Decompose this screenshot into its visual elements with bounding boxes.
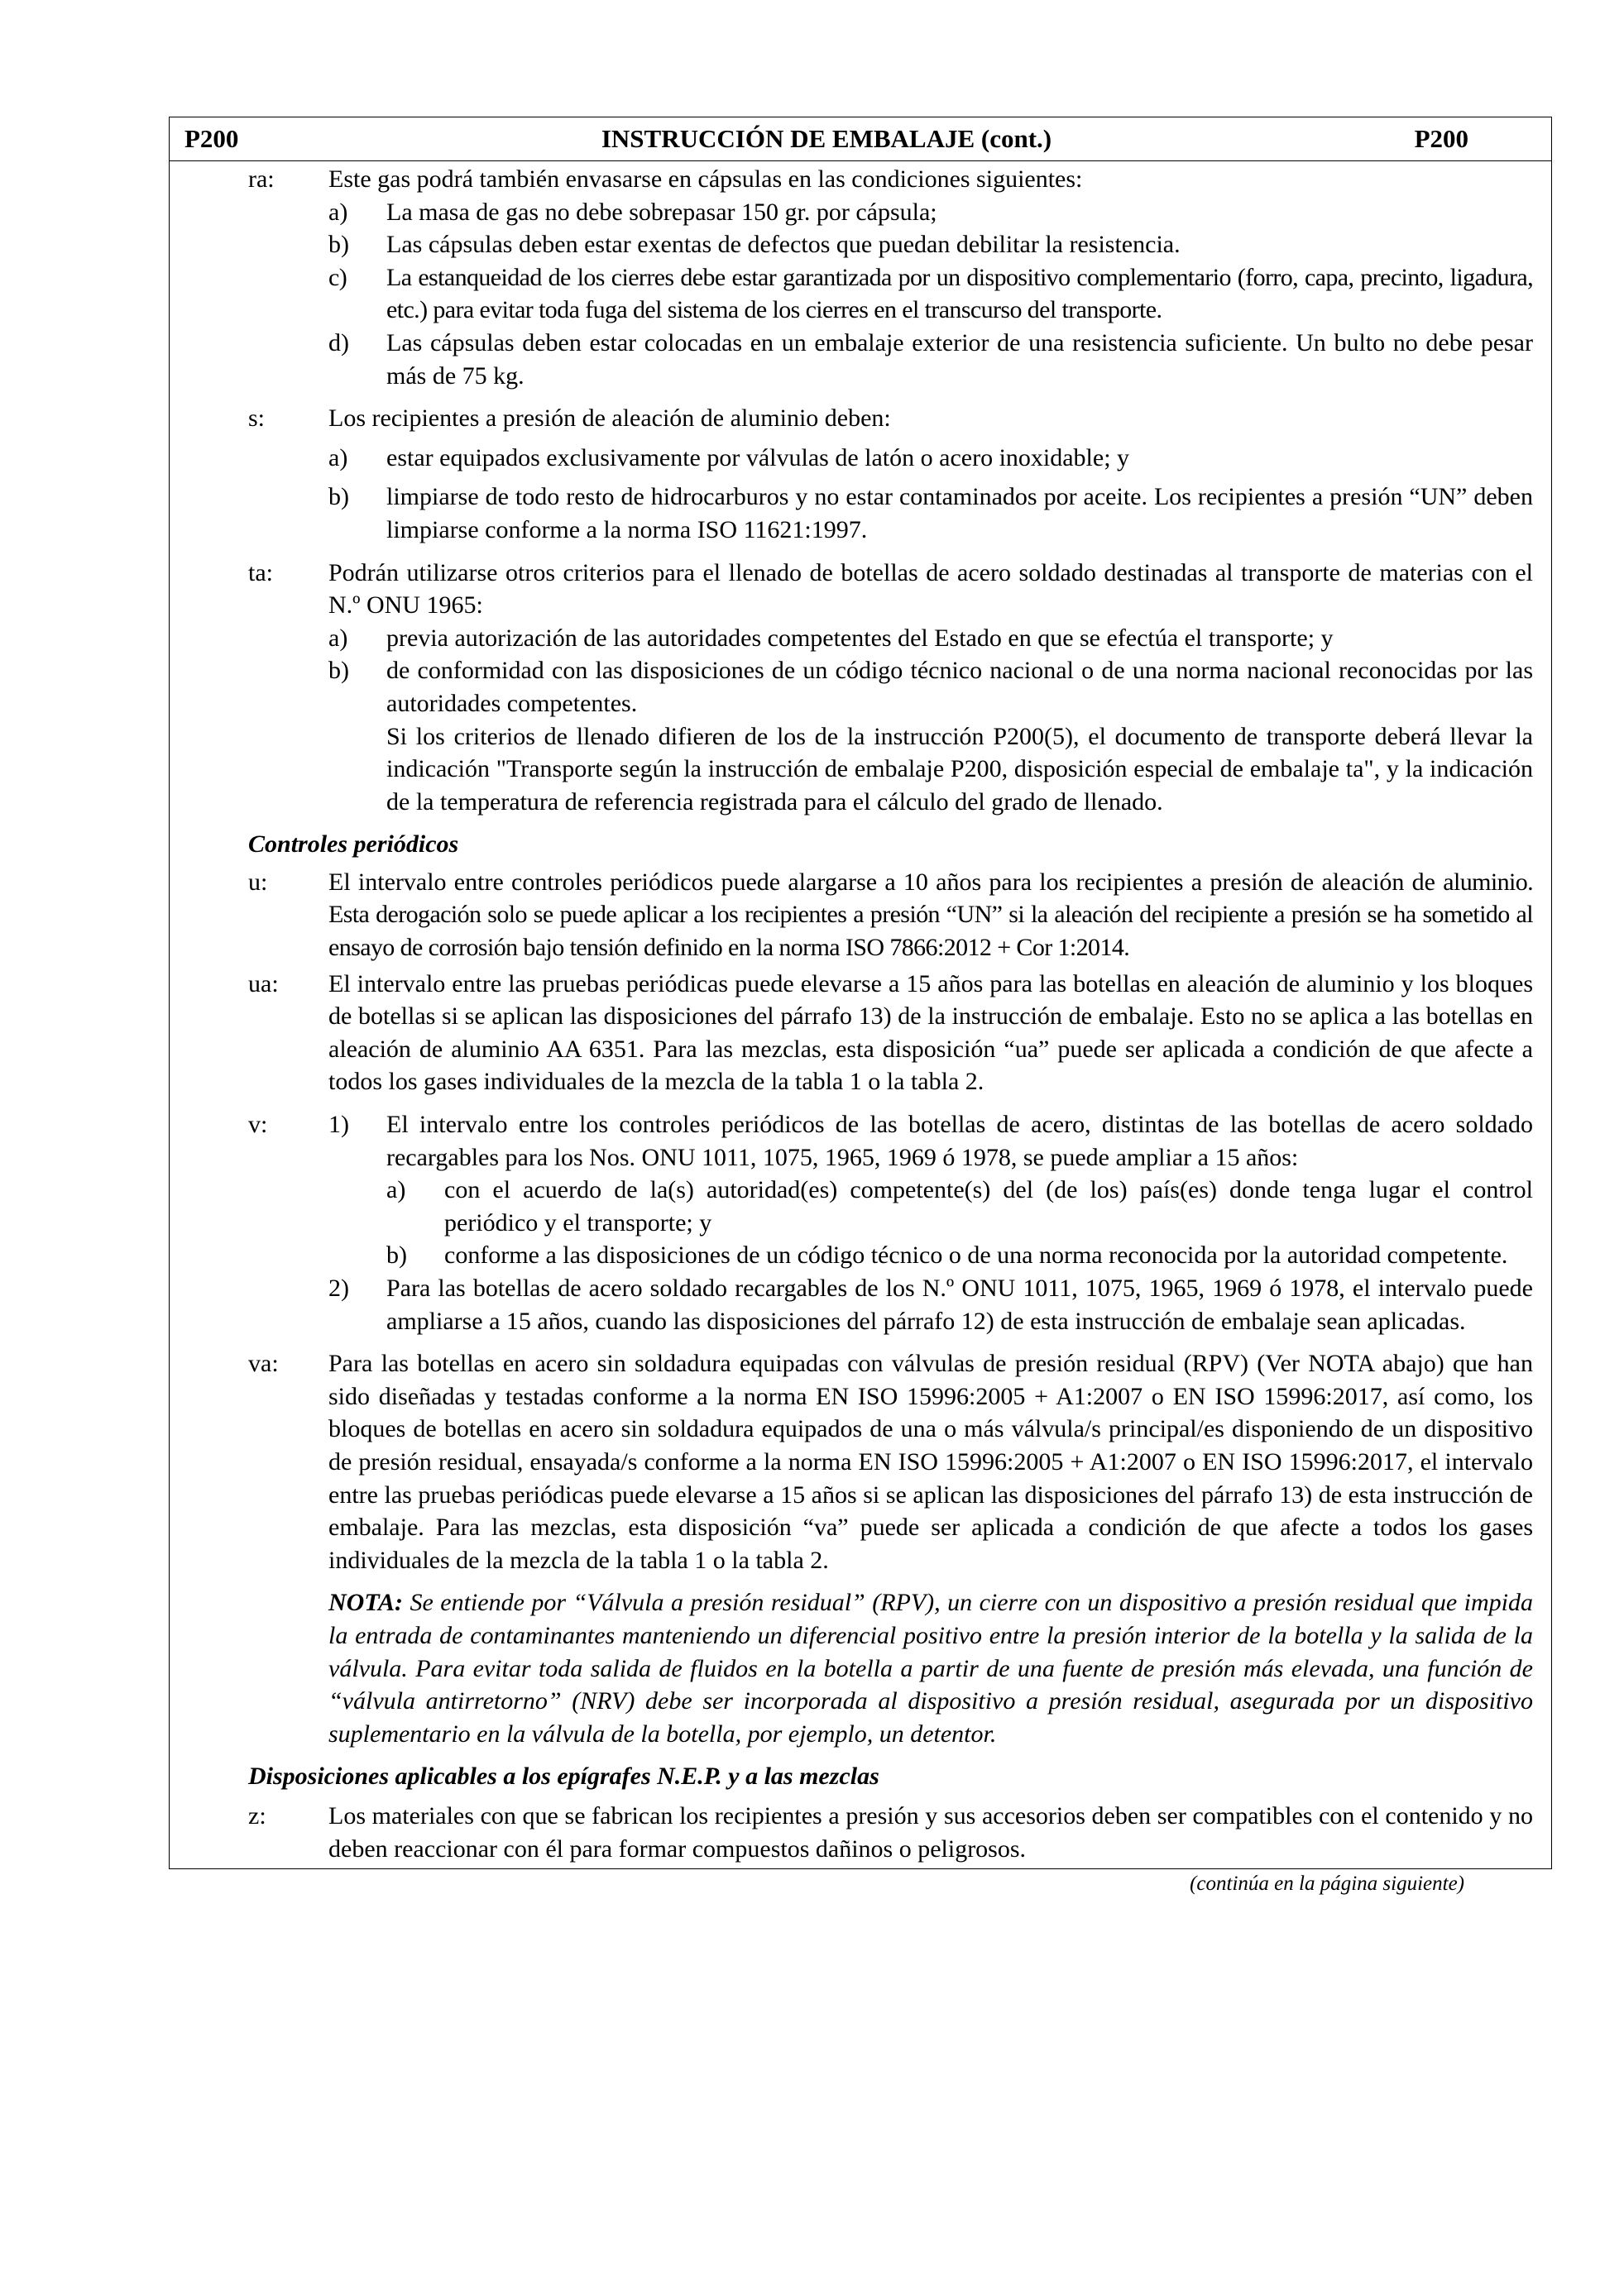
- list-item: b) de conformidad con las disposiciones de un código técnico nacional o de una norma nacional reconocidas por las autoridades competentes.: [328, 657, 1533, 717]
- provision-ua: [170, 968, 1533, 1098]
- list-item: a) estar equipados exclusivamente por válvulas de latón o acero inoxidable; y: [328, 443, 1130, 471]
- provision-text: Este gas podrá también envasarse en cápsulas en las condiciones siguientes:: [328, 165, 1083, 193]
- list-item: a) La masa de gas no debe sobrepasar 150 gr. por cápsula;: [328, 198, 937, 226]
- provision-text: Los materiales con que se fabrican los recipientes a presión y sus accesorios deben ser compatibles con el contenido y no deben reaccionar con él para formar compuestos dañinos o peligrosos.: [328, 1801, 1533, 1863]
- header-code-right: P200: [1414, 124, 1468, 154]
- provision-label: va:: [248, 1350, 279, 1378]
- provision-label: u:: [248, 868, 268, 896]
- list-item: d) Las cápsulas deben estar colocadas en un embalaje exterior de una resistencia suficiente. Un bulto no debe pesar más de 75 kg.: [328, 328, 1533, 390]
- section-heading-disposiciones: Disposiciones aplicables a los epígrafes N.E.P. y a las mezclas: [248, 1763, 879, 1791]
- provision-va: [170, 1347, 1533, 1750]
- nota-label: NOTA:: [328, 1589, 403, 1617]
- provision-label: ta:: [248, 558, 273, 586]
- provision-text: El intervalo entre las pruebas periódicas puede elevarse a 15 años para las botellas en aleación de aluminio y los bloques de botellas si se aplican las disposiciones del párrafo 13) de la instrucción de embalaje. Esto no se aplica a las botellas en aleación de aluminio AA 6351. Para las mezclas, esta disposición “ua” puede ser aplicada a condición de que afecte a todos los gases individuales de la mezcla de la tabla 1 o la tabla 2.: [328, 969, 1533, 1096]
- list-item: c) La estanqueidad de los cierres debe estar garantizada por un dispositivo complementario (forro, capa, precinto, ligadura, etc.) para evitar toda fuga del sistema de los cierres en el transcurso del transporte.: [328, 263, 1533, 324]
- provision-label: s:: [248, 404, 266, 433]
- packing-instruction-table: [169, 117, 1552, 1869]
- provision-text: El intervalo entre controles periódicos puede alargarse a 10 años para los recipientes a presión de aleación de: [328, 868, 1435, 896]
- provision-label: ua:: [248, 969, 279, 997]
- provision-note: Si los criterios de llenado difieren de los de la instrucción P200(5), el documento de transporte deberá llevar la indicación "Transporte según la instrucción de embalaje P200, disposición especial de embalaje ta", y la indicación de la temperatura de referencia registrada para el cálculo del grado de llenado.: [386, 722, 1533, 816]
- header-code-left: P200: [184, 124, 239, 154]
- provision-label: z:: [248, 1801, 266, 1830]
- provision-u: [170, 866, 1533, 964]
- list-item: a) previa autorización de las autoridades competentes del Estado en que se efectúa el transporte; y: [328, 624, 1334, 652]
- table-header: [170, 117, 1551, 161]
- provision-ra: [170, 163, 1533, 392]
- list-item: 2) Para las botellas de acero soldado recargables de los N.º ONU 1011, 1075, 1965, 1969 ó 1978, el intervalo puede ampliarse a 15 años, cuando las disposiciones del párrafo 12) de esta instrucción de embalaje sean aplicadas.: [328, 1275, 1533, 1335]
- provision-text: Podrán utilizarse otros criterios para el llenado de botellas de acero soldado destinadas al transporte de materias con el N.º ONU 1965:: [328, 558, 1533, 619]
- provision-text: Para las botellas en acero sin soldadura equipadas con válvulas de presión residual (RPV) (Ver NOTA abajo) que han sido diseñadas y testadas conforme a la norma EN ISO 15996:2005 + A1:2007 o EN ISO 15996:2017, así como, los bloques de botellas en acero sin soldadura equipados de una o más válvula/s principal/es disponiendo de un dispositivo de presión residual, ensayada/s conforme a la norma EN ISO 15996:2005 + A1:2007 o EN ISO 15996:2017, el intervalo entre las pruebas periódicas puede elevarse a 15 años si se aplican las disposiciones del párrafo 13) de esta instrucción de embalaje. Para las mezclas, esta disposición “va” puede ser aplicada a condición de que afecte a todos los gases individuales de la mezcla de la tabla 1 o la tabla 2.: [328, 1350, 1533, 1574]
- provision-text: Los recipientes a presión de aleación de aluminio deben:: [328, 404, 891, 433]
- nota-block: [328, 1586, 1533, 1750]
- header-title: INSTRUCCIÓN DE EMBALAJE (cont.): [601, 124, 1052, 154]
- continuation-note: (continúa en la página siguiente): [1190, 1873, 1464, 1896]
- list-item: 1) El intervalo entre los controles periódicos de las botellas de acero, distintas de las botellas de acero soldado recargables para los Nos. ONU 1011, 1075, 1965, 1969 ó 1978, se puede ampliar a 15 años: a) con el acuerdo de la(s) autoridad(es) competente(s) del (de los) país(es) donde tenga lugar el control periódico y el transporte; y b) conforme a las disposiciones de un código técnico o de una norma reconocida por la autoridad competente.: [328, 1108, 1533, 1272]
- section-heading-controles: Controles periódicos: [248, 830, 459, 859]
- provision-label: ra:: [248, 165, 275, 193]
- nota-text: Se entiende por “Válvula a presión residual” (RPV), un cierre con un dispositivo a presión residual que impida la entrada de contaminantes manteniendo un diferencial positivo entre la presión interior de la botella y la salida de la válvula. Para evitar toda salida de fluidos en la botella a partir de una fuente de presión más elevada, una función de “válvula antirretorno” (NRV) debe ser incorporada al dispositivo a presión residual, asegurada por un dispositivo suplementario en la válvula de la botella, por ejemplo, un detentor.: [328, 1589, 1534, 1748]
- list-item: b) limpiarse de todo resto de hidrocarburos y no estar contaminados por aceite. Los recipientes a presión “UN” deben limpiarse conforme a la norma ISO 11621:1997.: [328, 483, 1533, 543]
- provision-label: v:: [248, 1111, 268, 1139]
- table-content: [170, 161, 1551, 1868]
- provision-z: [170, 1800, 1533, 1865]
- provision-text-cont: aluminio. Esta derogación solo se puede aplicar a los recipientes a presión “UN” si la aleación del recipiente a presión se ha sometido al ensayo de corrosión bajo tensión definido en la norma ISO 7866:2012 + Cor 1:2014.: [328, 868, 1534, 962]
- list-item: b) Las cápsulas deben estar exentas de defectos que puedan debilitar la resistencia.: [328, 231, 1181, 259]
- list-item: a) con el acuerdo de la(s) autoridad(es) competente(s) del (de los) país(es) donde tenga lugar el control periódico y el transporte; y: [386, 1176, 1533, 1236]
- provision-s: [170, 402, 1533, 546]
- provision-v: [170, 1108, 1533, 1337]
- list-item: b) conforme a las disposiciones de un código técnico o de una norma reconocida por la autoridad competente.: [386, 1241, 1508, 1270]
- provision-ta: [170, 557, 1533, 819]
